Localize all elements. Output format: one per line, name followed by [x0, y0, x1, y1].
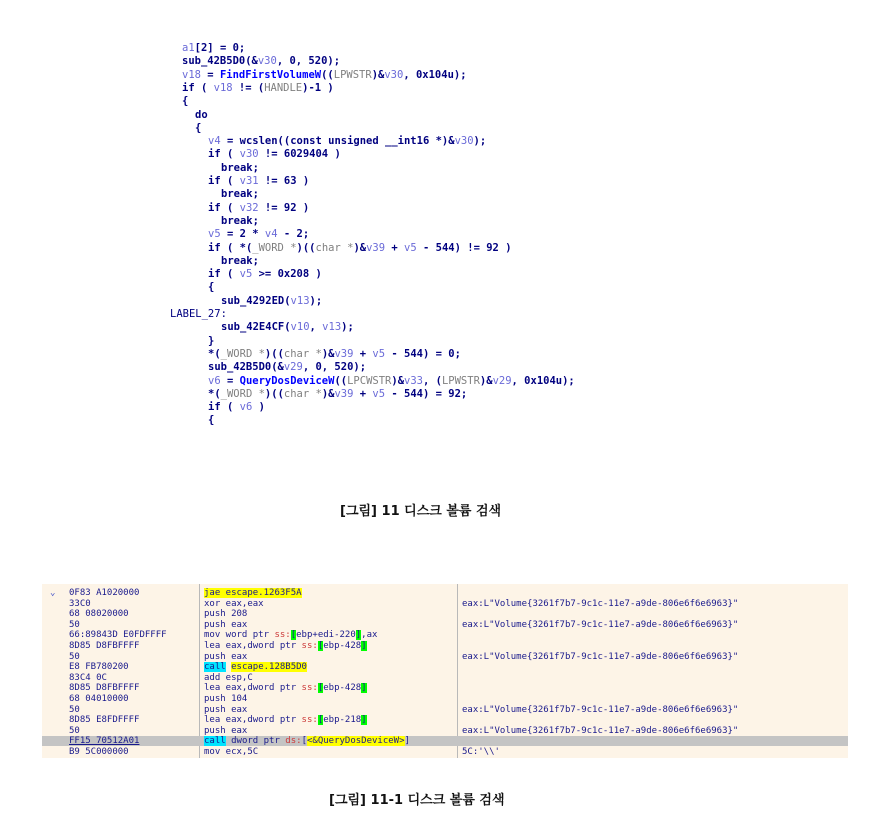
- code-token-plain: {: [195, 121, 202, 134]
- code-line: [170, 308, 227, 321]
- register-comment: eax:L"Volume{3261f7b7-9c1c-11e7-a9de-806e6f6e6963}": [462, 704, 739, 715]
- code-token-kw: do: [195, 108, 208, 121]
- code-token-plain: sub_42B5D0(&: [182, 55, 258, 68]
- code-token-plain: )((: [296, 241, 316, 254]
- code-token-plain: [2] = 0;: [194, 42, 246, 54]
- instruction-token-op: xor eax,eax: [204, 598, 264, 609]
- register-comment: eax:L"Volume{3261f7b7-9c1c-11e7-a9de-806e6f6e6963}": [462, 651, 739, 662]
- instruction: [204, 694, 247, 704]
- code-token-plain: {: [208, 281, 215, 294]
- code-token-plain: );: [473, 135, 487, 148]
- code-token-plain: +: [353, 347, 373, 360]
- disassembly-row[interactable]: [42, 652, 848, 662]
- code-token-var: v30: [454, 135, 474, 148]
- code-line: [221, 295, 322, 308]
- code-token-plain: != (: [232, 81, 265, 94]
- instruction-token-br: [: [317, 715, 324, 726]
- instruction-token-seg: ds:: [285, 736, 302, 747]
- code-line: [208, 388, 467, 401]
- code-token-plain: ;: [252, 161, 259, 174]
- code-token-plain: ;: [252, 188, 259, 201]
- code-line: [208, 361, 366, 374]
- disassembly-row[interactable]: [42, 662, 848, 672]
- disassembly-view: [42, 584, 848, 758]
- instruction: [204, 588, 302, 598]
- code-token-plain: ((: [321, 68, 334, 81]
- instruction-token-op: ebp-218: [323, 715, 362, 726]
- code-line: [182, 95, 188, 108]
- instruction-token-op: lea eax,dword ptr: [204, 715, 302, 726]
- code-token-type: char *: [283, 347, 322, 360]
- opcode-bytes: 50: [69, 725, 80, 736]
- disassembly-row[interactable]: [42, 641, 848, 651]
- code-token-var: v31: [239, 175, 259, 187]
- code-token-plain: )&: [391, 374, 405, 387]
- code-token-var: v13: [322, 321, 342, 334]
- code-token-var: v5: [372, 387, 386, 400]
- instruction-token-op: push eax: [204, 619, 248, 630]
- code-token-var: v39: [334, 347, 354, 360]
- register-comment: eax:L"Volume{3261f7b7-9c1c-11e7-a9de-806e6f6e6963}": [462, 619, 739, 630]
- code-line: [208, 242, 512, 255]
- instruction-token-op: push 208: [204, 609, 248, 620]
- code-token-kw: break: [221, 161, 253, 174]
- opcode-bytes: 68 08020000: [69, 609, 129, 620]
- code-token-var: v29: [492, 374, 512, 387]
- opcode-bytes: 83C4 0C: [69, 672, 107, 683]
- code-token-plain: );: [309, 294, 323, 307]
- instruction-token-op: push eax: [204, 725, 248, 736]
- instruction-token-op: lea eax,dword ptr: [204, 641, 302, 651]
- instruction-token-op: ebp-428: [323, 683, 362, 694]
- code-line: [221, 215, 259, 228]
- code-line: [208, 281, 214, 294]
- instruction-token-op: [: [301, 736, 307, 747]
- code-token-type: LPCWSTR: [347, 374, 392, 387]
- code-line: [182, 42, 245, 55]
- code-token-var: v18: [182, 68, 201, 81]
- instruction-token-call: call: [204, 662, 226, 673]
- instruction-token-op: ebp-428: [323, 641, 362, 651]
- code-token-var: v18: [213, 81, 233, 94]
- disassembly-row[interactable]: [42, 726, 848, 736]
- instruction: [204, 726, 247, 736]
- code-token-type: _WORD *: [252, 241, 297, 254]
- instruction-token-op: mov word ptr: [204, 630, 275, 641]
- instruction-token-seg: ss:: [301, 715, 318, 726]
- instruction: [204, 683, 367, 693]
- code-token-plain: ( *(: [220, 241, 253, 254]
- instruction-token-op: dword ptr: [225, 736, 286, 747]
- disassembly-row[interactable]: [42, 705, 848, 715]
- code-token-plain: != 6029404 ): [258, 148, 341, 161]
- instruction-token-op: push 104: [204, 694, 248, 704]
- instruction: [204, 715, 367, 725]
- instruction-token-br: ]: [361, 641, 367, 651]
- code-token-plain: (: [220, 201, 240, 214]
- code-token-plain: - 2;: [277, 228, 310, 241]
- code-token-type: LPWSTR: [333, 68, 372, 81]
- code-token-kw: if: [208, 201, 221, 214]
- code-line: [208, 348, 461, 361]
- code-token-plain: = 2 *: [220, 228, 265, 241]
- instruction-token-imp: <&QueryDosDeviceW>: [306, 736, 405, 747]
- code-token-plain: ;: [252, 254, 259, 267]
- code-token-var: v10: [290, 321, 310, 334]
- code-token-plain: != 92 ): [258, 201, 310, 214]
- instruction: [204, 630, 377, 640]
- code-token-var: v39: [334, 387, 354, 400]
- code-token-label: LABEL_27:: [170, 308, 227, 320]
- code-token-var: v13: [290, 294, 310, 307]
- code-token-kw: if: [208, 401, 221, 414]
- instruction-token-tgt: escape.128B5D0: [231, 662, 307, 673]
- opcode-bytes: 0F83 A1020000: [69, 588, 140, 598]
- instruction-token-call: call: [204, 736, 226, 747]
- code-line: [208, 175, 309, 188]
- code-token-plain: sub_4292ED(: [221, 294, 291, 307]
- instruction-token-op: mov ecx,5C: [204, 747, 259, 757]
- code-token-var: v4: [264, 228, 278, 241]
- code-token-plain: +: [353, 387, 373, 400]
- code-token-kw: break: [221, 188, 253, 201]
- instruction-token-br: [: [317, 683, 324, 694]
- figure-caption-2: [그림] 11-1 디스크 볼륨 검색: [329, 793, 505, 808]
- code-token-plain: ;: [252, 214, 259, 227]
- instruction: [204, 609, 247, 619]
- code-token-plain: const unsigned __int16 *: [290, 135, 442, 148]
- code-token-var: v39: [366, 241, 386, 254]
- code-token-plain: )-1 ): [302, 81, 334, 94]
- instruction-token-seg: ss:: [301, 683, 318, 694]
- code-line: [208, 202, 309, 215]
- code-token-var: v5: [372, 347, 386, 360]
- code-token-plain: )((: [264, 387, 284, 400]
- code-line: [208, 401, 265, 414]
- code-token-plain: , 0x104u);: [403, 68, 467, 81]
- instruction: [204, 652, 247, 662]
- disassembly-row[interactable]: [42, 609, 848, 619]
- instruction-token-op: ebp+edi-220: [296, 630, 356, 641]
- code-token-plain: - 544) = 92;: [385, 387, 468, 400]
- disassembly-row[interactable]: [42, 620, 848, 630]
- code-token-var: v33: [404, 374, 423, 387]
- code-token-var: v5: [208, 228, 221, 241]
- code-line: [208, 414, 214, 427]
- code-token-plain: , 0x104u);: [511, 374, 575, 387]
- code-token-plain: (: [220, 268, 240, 281]
- code-token-plain: )((: [264, 347, 284, 360]
- instruction-token-br: [: [317, 641, 324, 651]
- code-token-plain: {: [208, 414, 215, 427]
- instruction-token-seg: ss:: [274, 630, 291, 641]
- code-token-plain: sub_42E4CF(: [221, 321, 291, 334]
- code-line: [208, 335, 214, 348]
- code-token-func: FindFirstVolumeW: [219, 68, 322, 81]
- instruction-token-op: add esp,C: [204, 672, 253, 683]
- instruction-token-op: push eax: [204, 651, 248, 662]
- instruction-token-op: ,ax: [361, 630, 378, 641]
- opcode-bytes: 50: [69, 619, 80, 630]
- opcode-bytes: 8D85 D8FBFFFF: [69, 641, 140, 651]
- code-token-plain: )&: [441, 135, 455, 148]
- instruction: [204, 705, 247, 715]
- code-token-type: _WORD *: [220, 387, 265, 400]
- code-line: [208, 148, 341, 161]
- code-token-plain: )&: [321, 347, 335, 360]
- disassembly-row[interactable]: [42, 599, 848, 609]
- code-line: [221, 321, 354, 334]
- code-token-kw: if: [208, 241, 221, 254]
- code-token-plain: ,: [309, 321, 323, 334]
- code-line: [208, 228, 309, 241]
- code-token-plain: )&: [353, 241, 367, 254]
- code-token-kw: break: [221, 254, 253, 267]
- opcode-bytes: 8D85 E8FDFFFF: [69, 715, 140, 726]
- code-token-var: a1: [182, 42, 195, 54]
- instruction-token-br: ]: [361, 715, 367, 726]
- pseudocode-view: [160, 42, 680, 482]
- code-token-plain: (: [220, 148, 240, 161]
- code-token-var: v30: [239, 148, 259, 161]
- code-line: [182, 69, 467, 82]
- code-token-plain: ): [252, 401, 265, 414]
- code-token-plain: - 544) != 92 ): [416, 241, 512, 254]
- disassembly-row[interactable]: [42, 588, 848, 598]
- code-token-type: char *: [315, 241, 354, 254]
- register-comment: eax:L"Volume{3261f7b7-9c1c-11e7-a9de-806e6f6e6963}": [462, 725, 739, 736]
- code-line: [182, 55, 340, 68]
- code-token-plain: sub_42B5D0(&: [208, 361, 284, 374]
- code-token-plain: , 0, 520);: [276, 55, 341, 68]
- code-token-plain: )&: [371, 68, 385, 81]
- disassembly-row[interactable]: [42, 736, 848, 746]
- instruction-token-jmp: jae escape.1263F5A: [204, 588, 302, 598]
- disassembly-row[interactable]: [42, 683, 848, 693]
- code-token-plain: = wcslen((: [220, 135, 291, 148]
- code-line: [195, 122, 201, 135]
- instruction-token-br: [: [290, 630, 297, 641]
- code-token-type: HANDLE: [264, 81, 303, 94]
- code-token-plain: (: [220, 401, 240, 414]
- disassembly-row[interactable]: [42, 747, 848, 757]
- opcode-bytes: B9 5C000000: [69, 747, 129, 757]
- code-token-kw: if: [208, 148, 221, 161]
- instruction-token-op: push eax: [204, 704, 248, 715]
- code-token-kw: break: [221, 214, 253, 227]
- instruction: [204, 747, 258, 757]
- code-token-var: v4: [208, 135, 221, 148]
- code-token-plain: >= 0x208 ): [252, 268, 322, 281]
- opcode-bytes: 8D85 D8FBFFFF: [69, 683, 140, 694]
- code-token-plain: != 63 ): [258, 175, 310, 187]
- code-token-plain: (: [220, 175, 240, 187]
- code-token-plain: );: [341, 321, 354, 334]
- code-token-plain: +: [385, 241, 405, 254]
- opcode-bytes: 50: [69, 704, 80, 715]
- code-line: [208, 135, 486, 148]
- code-line: [195, 109, 208, 122]
- code-token-var: v5: [239, 268, 253, 281]
- code-token-plain: =: [220, 374, 240, 387]
- code-token-plain: )&: [479, 374, 493, 387]
- disassembly-row[interactable]: [42, 630, 848, 640]
- opcode-bytes: FF15 70512A01: [69, 736, 140, 747]
- instruction-token-br: ]: [355, 630, 362, 641]
- instruction: [204, 736, 410, 746]
- instruction: [204, 599, 264, 609]
- code-token-type: LPWSTR: [441, 374, 480, 387]
- instruction: [204, 673, 253, 683]
- code-token-kw: if: [208, 268, 221, 281]
- instruction-token-op: ]: [404, 736, 410, 747]
- instruction: [204, 662, 307, 672]
- disassembly-row[interactable]: [42, 694, 848, 704]
- code-token-plain: ((: [334, 374, 348, 387]
- code-line: [221, 188, 259, 201]
- opcode-bytes: 33C0: [69, 598, 91, 609]
- instruction: [204, 620, 247, 630]
- code-token-plain: (: [194, 81, 214, 94]
- register-comment: eax:L"Volume{3261f7b7-9c1c-11e7-a9de-806e6f6e6963}": [462, 598, 739, 609]
- code-token-plain: - 544) = 0;: [385, 347, 461, 360]
- code-token-plain: *(: [208, 347, 221, 360]
- figure-caption-1: [그림] 11 디스크 볼륨 검색: [340, 504, 502, 519]
- instruction-token-seg: ss:: [301, 641, 318, 651]
- code-token-plain: )&: [321, 387, 335, 400]
- code-token-func: QueryDosDeviceW: [239, 374, 335, 387]
- code-token-plain: *(: [208, 387, 221, 400]
- instruction: [204, 641, 367, 651]
- code-token-var: v5: [404, 241, 417, 254]
- code-line: [208, 375, 575, 388]
- code-line: [221, 255, 259, 268]
- instruction-token-br: ]: [361, 683, 367, 694]
- code-token-plain: {: [182, 95, 189, 108]
- code-line: [182, 82, 334, 95]
- opcode-bytes: 66:89843D E0FDFFFF: [69, 630, 167, 641]
- code-token-var: v29: [283, 361, 303, 374]
- instruction-token-op: lea eax,dword ptr: [204, 683, 302, 694]
- code-token-var: v32: [239, 201, 259, 214]
- code-token-var: v30: [384, 68, 404, 81]
- code-line: [221, 162, 259, 175]
- code-token-plain: , 0, 520);: [302, 361, 367, 374]
- opcode-bytes: 68 04010000: [69, 694, 129, 704]
- register-comment: 5C:'\\': [462, 747, 500, 757]
- code-token-var: v30: [257, 55, 277, 68]
- code-token-kw: if: [182, 81, 195, 94]
- code-token-plain: , (: [423, 374, 442, 387]
- code-token-type: _WORD *: [220, 347, 265, 360]
- code-token-var: v6: [239, 401, 253, 414]
- code-line: [208, 268, 322, 281]
- disassembly-row[interactable]: [42, 715, 848, 725]
- code-token-var: v6: [208, 374, 221, 387]
- branch-arrow-icon: ⌄: [50, 588, 56, 598]
- code-token-kw: if: [208, 175, 221, 187]
- code-token-plain: }: [208, 334, 215, 347]
- opcode-bytes: E8 FB780200: [69, 662, 129, 673]
- code-token-plain: =: [200, 68, 220, 81]
- opcode-bytes: 50: [69, 651, 80, 662]
- code-token-type: char *: [283, 387, 322, 400]
- disassembly-row[interactable]: [42, 673, 848, 683]
